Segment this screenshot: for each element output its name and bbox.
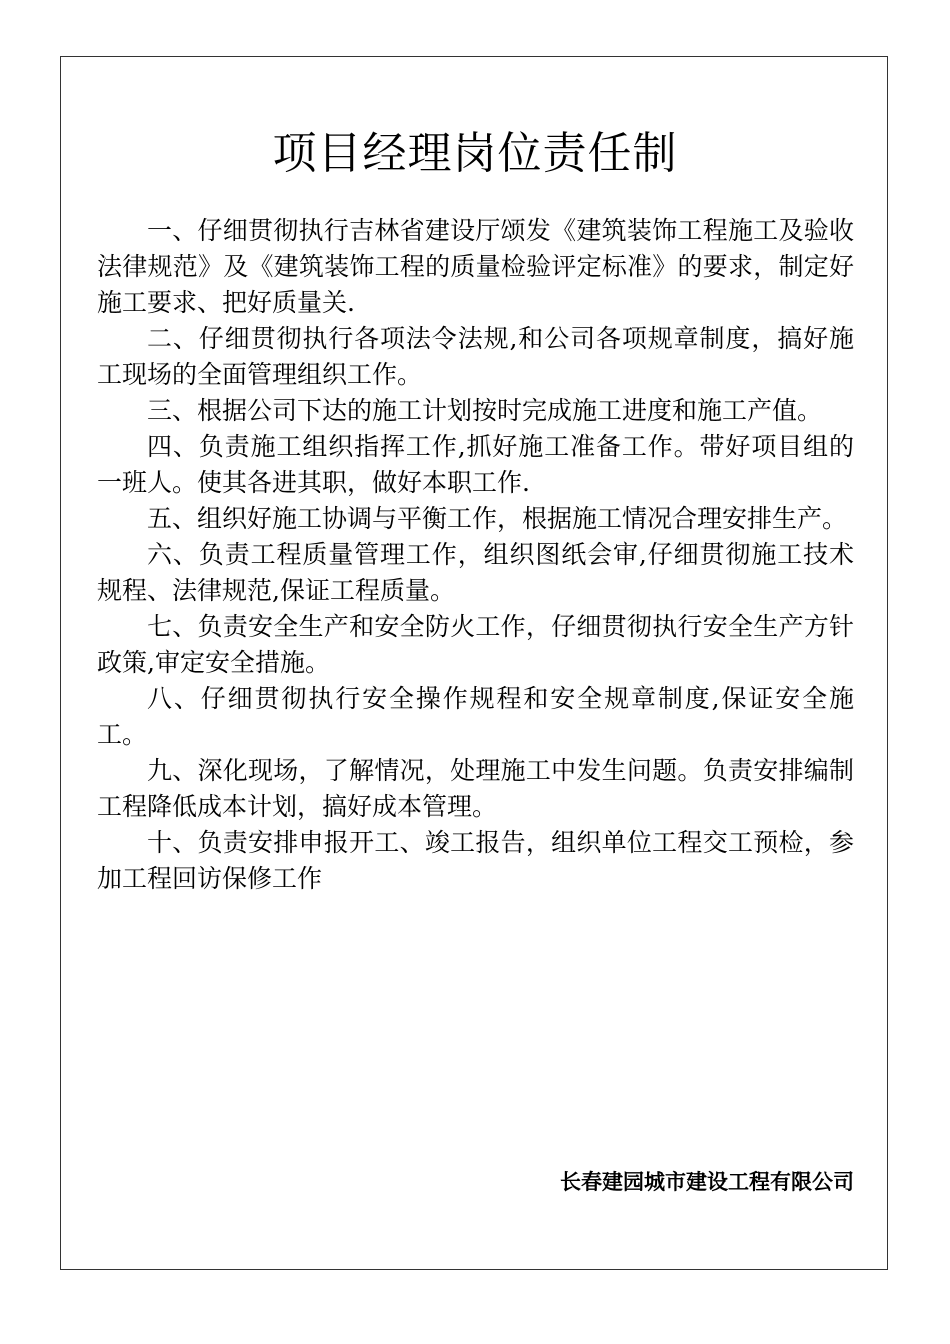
paragraph-5: 五、组织好施工协调与平衡工作，根据施工情况合理安排生产。 (147, 504, 848, 533)
paragraph-3: 三、根据公司下达的施工计划按时完成施工进度和施工产值。 (147, 396, 823, 425)
paragraph-1: 一、仔细贯彻执行吉林省建设厅颂发《建筑装饰工程施工及验收法律规范》及《建筑装饰工程的质量检验评定标准》的要求，制定好施工要求、把好质量关. (97, 216, 854, 317)
paragraph-6: 六、负责工程质量管理工作，组织图纸会审,仔细贯彻施工技术规程、法律规范,保证工程质量。 (97, 540, 854, 605)
paragraph-7: 七、负责安全生产和安全防火工作，仔细贯彻执行安全生产方针政策,审定安全措施。 (97, 612, 854, 677)
document-body (97, 213, 854, 897)
paragraph-10: 十、负责安排申报开工、竣工报告，组织单位工程交工预检，参加工程回访保修工作 (97, 828, 854, 893)
paragraph-8: 八、仔细贯彻执行安全操作规程和安全规章制度,保证安全施工。 (97, 684, 854, 749)
document-title: 项目经理岗位责任制 (272, 128, 678, 179)
paragraph-4: 四、负责施工组织指挥工作,抓好施工准备工作。带好项目组的一班人。使其各进其职，做好本职工作. (97, 432, 854, 497)
company-signature: 长春建园城市建设工程有限公司 (560, 1170, 854, 1194)
paragraph-2: 二、仔细贯彻执行各项法令法规,和公司各项规章制度，搞好施工现场的全面管理组织工作。 (97, 324, 854, 389)
paragraph-9: 九、深化现场，了解情况，处理施工中发生问题。负责安排编制工程降低成本计划，搞好成本管理。 (97, 756, 854, 821)
